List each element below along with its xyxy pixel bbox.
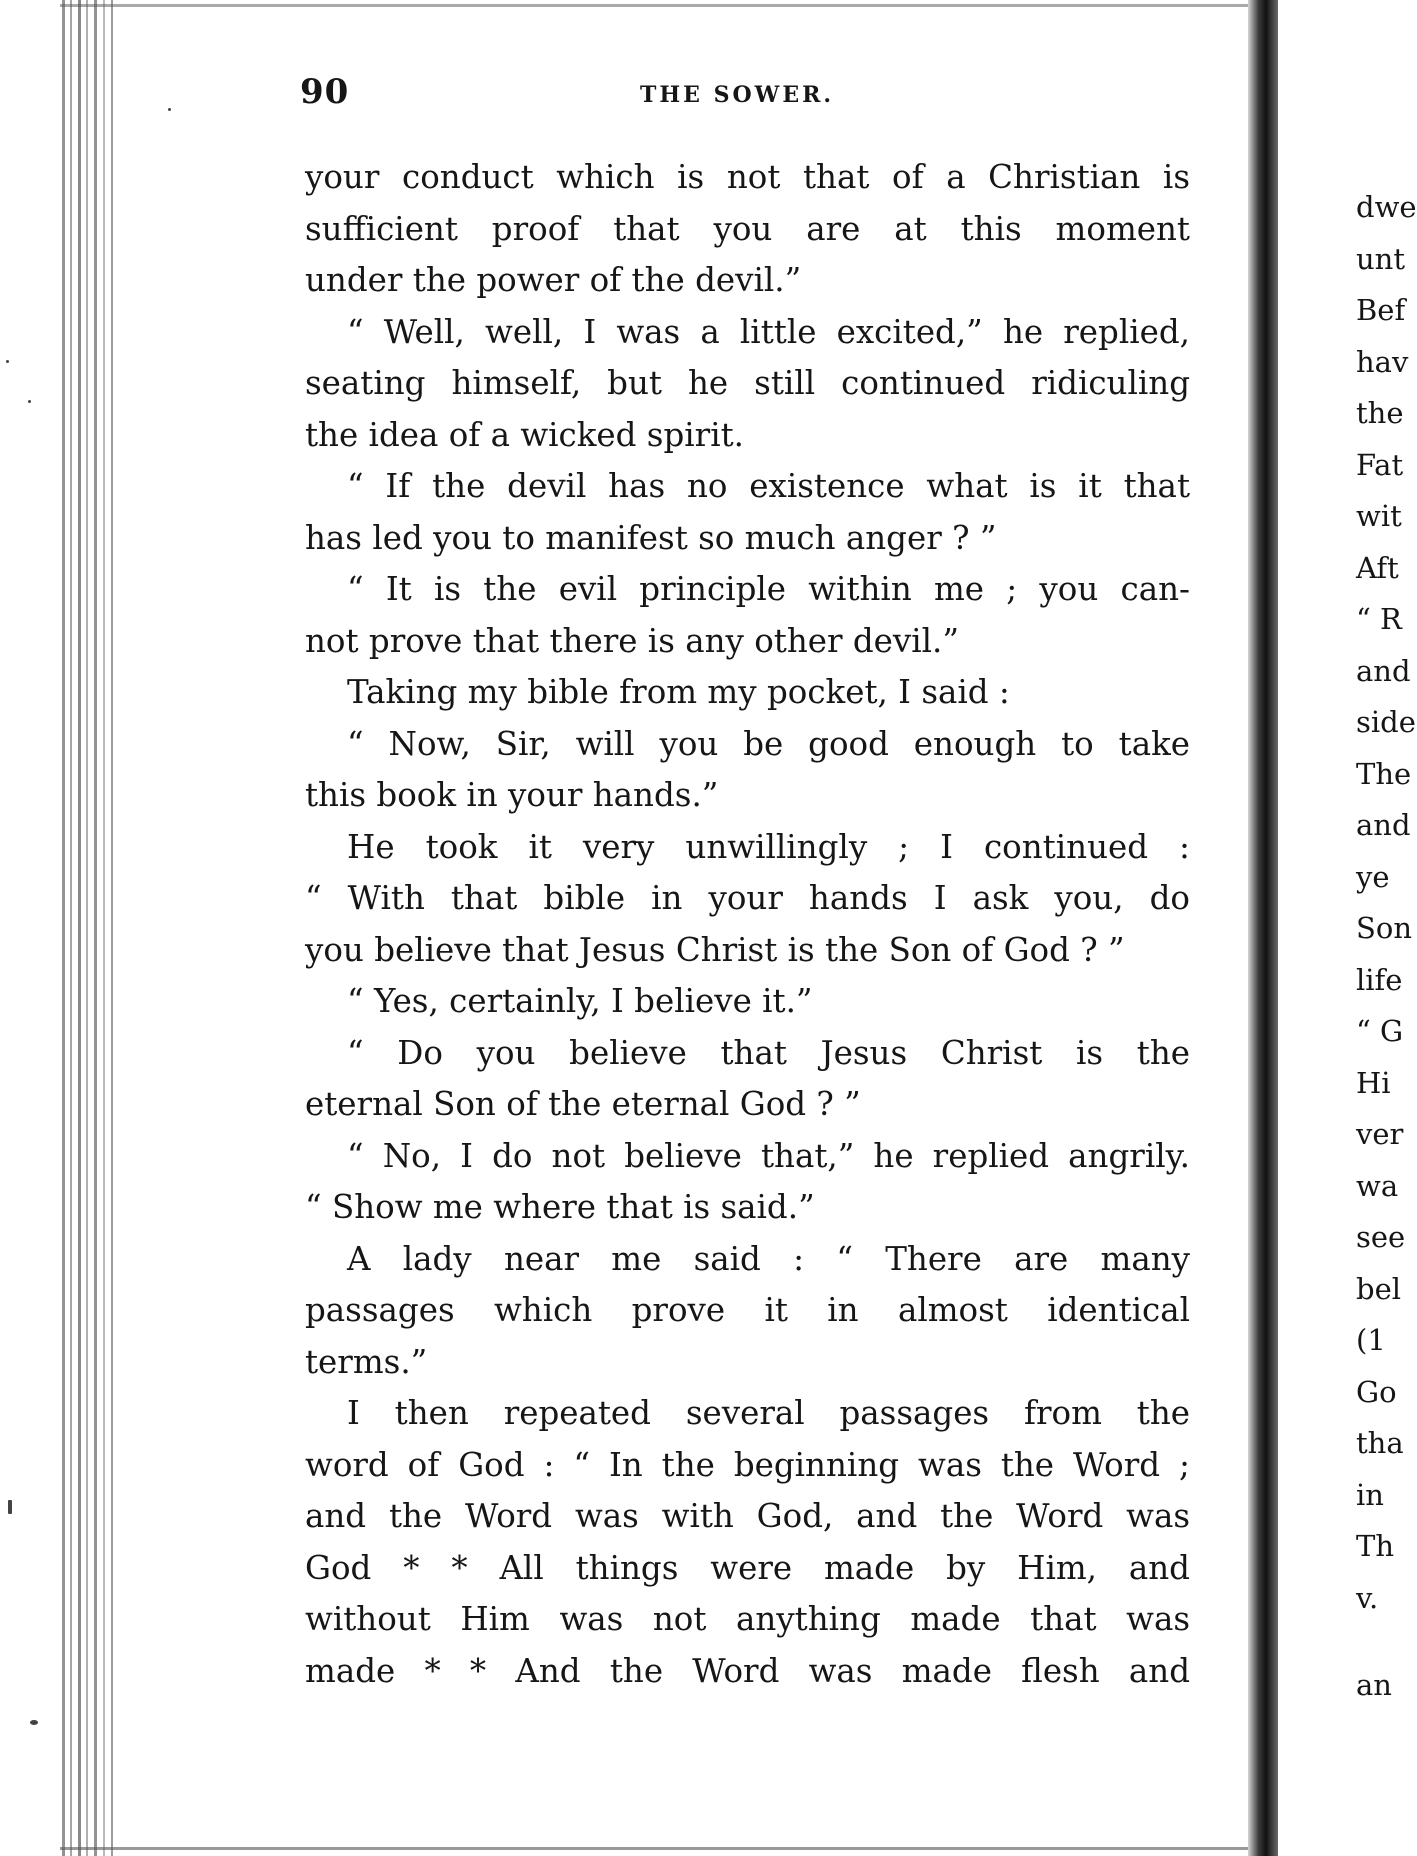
text-line: A lady near me said : “ There are many	[347, 1239, 1190, 1278]
text-line: “ With that bible in your hands I ask you, do	[305, 879, 1190, 917]
facing-line: Th	[1356, 1529, 1395, 1563]
text-line: this book in your hands.”	[305, 776, 719, 814]
text-line: without Him was not anything made that was	[305, 1600, 1190, 1638]
text-line: word of God : “ In the beginning was the Word ;	[305, 1445, 1190, 1484]
facing-line: Bef	[1356, 293, 1406, 327]
text-line: God * * All things were made by Him, and	[305, 1548, 1190, 1587]
text-line: under the power of the devil.”	[305, 261, 802, 299]
facing-line: Hi	[1356, 1065, 1391, 1100]
text-line: “ Show me where that is said.”	[305, 1188, 815, 1226]
facing-line: “ G	[1356, 1014, 1404, 1048]
body-text	[305, 152, 1190, 1697]
facing-line: life	[1356, 962, 1403, 997]
text-line: terms.”	[305, 1342, 428, 1381]
text-line: “ It is the evil principle within me ; you can-	[347, 570, 1190, 608]
facing-line: Son	[1356, 911, 1413, 945]
page-header	[300, 72, 1190, 132]
facing-line: (1	[1356, 1323, 1386, 1357]
text-line: your conduct which is not that of a Christian is	[305, 158, 1190, 196]
page-top-edge	[60, 4, 1250, 7]
text-line: “ Well, well, I was a little excited,” he replied,	[347, 312, 1190, 351]
text-line: “ If the devil has no existence what is it that	[347, 467, 1190, 505]
facing-line: The	[1356, 756, 1412, 791]
text-line: I then repeated several passages from the	[347, 1394, 1190, 1432]
facing-line: “ R	[1356, 602, 1402, 636]
text-line: “ Yes, certainly, I believe it.”	[347, 982, 813, 1020]
page-edge-line	[78, 0, 81, 1856]
facing-line: wa	[1356, 1168, 1399, 1203]
text-line: He took it very unwillingly ; I continued :	[347, 827, 1190, 866]
facing-line: bel	[1356, 1271, 1402, 1306]
page-edge-line	[62, 0, 65, 1856]
facing-line: Fat	[1356, 447, 1404, 482]
text-line: made * * And the Word was made flesh and	[305, 1651, 1190, 1690]
facing-line: and	[1356, 653, 1411, 688]
facing-line: ver	[1356, 1117, 1404, 1151]
facing-line: the	[1356, 396, 1404, 430]
facing-line: side	[1356, 705, 1416, 739]
text-line: has led you to manifest so much anger ? ”	[305, 518, 997, 557]
facing-line: and	[1356, 808, 1411, 842]
text-line: the idea of a wicked spirit.	[305, 415, 745, 454]
page-bottom-edge	[60, 1847, 1250, 1850]
facing-line: unt	[1356, 241, 1406, 276]
text-line: “ Do you believe that Jesus Christ is the	[347, 1033, 1190, 1072]
page-edge-line	[70, 0, 72, 1856]
page-edge-line	[111, 0, 113, 1856]
facing-line: see	[1356, 1220, 1406, 1254]
facing-line: in	[1356, 1477, 1384, 1512]
text-line: passages which prove it in almost identical	[305, 1291, 1190, 1329]
facing-line: hav	[1356, 344, 1409, 379]
text-line: Taking my bible from my pocket, I said :	[347, 673, 1010, 711]
facing-line: dwe	[1356, 190, 1417, 224]
page-edge-line	[94, 0, 97, 1856]
facing-line: v.	[1356, 1580, 1379, 1615]
facing-line: Go	[1356, 1374, 1397, 1409]
facing-line: ye	[1356, 859, 1390, 894]
text-line: “ Now, Sir, will you be good enough to take	[347, 724, 1190, 763]
running-head: THE SOWER.	[640, 82, 835, 108]
text-line: and the Word was with God, and the Word was	[305, 1497, 1190, 1535]
facing-line: Aft	[1356, 550, 1399, 585]
facing-page-fragment	[1356, 182, 1417, 1624]
text-line: sufficient proof that you are at this moment	[305, 209, 1190, 248]
text-line: “ No, I do not believe that,” he replied angrily.	[347, 1136, 1190, 1175]
page-number: 90	[300, 72, 350, 112]
page-edge-line	[86, 0, 88, 1856]
book-gutter	[1248, 0, 1278, 1856]
facing-line: wit	[1356, 499, 1402, 533]
page-edge-line	[103, 0, 105, 1856]
text-line: you believe that Jesus Christ is the Son of God ? ”	[305, 930, 1125, 969]
text-line: not prove that there is any other devil.”	[305, 621, 959, 660]
facing-line: tha	[1356, 1426, 1404, 1460]
facing-bottom-line: an	[1356, 1668, 1392, 1702]
text-line: seating himself, but he still continued ridiculing	[305, 364, 1190, 402]
text-line: eternal Son of the eternal God ? ”	[305, 1085, 861, 1123]
